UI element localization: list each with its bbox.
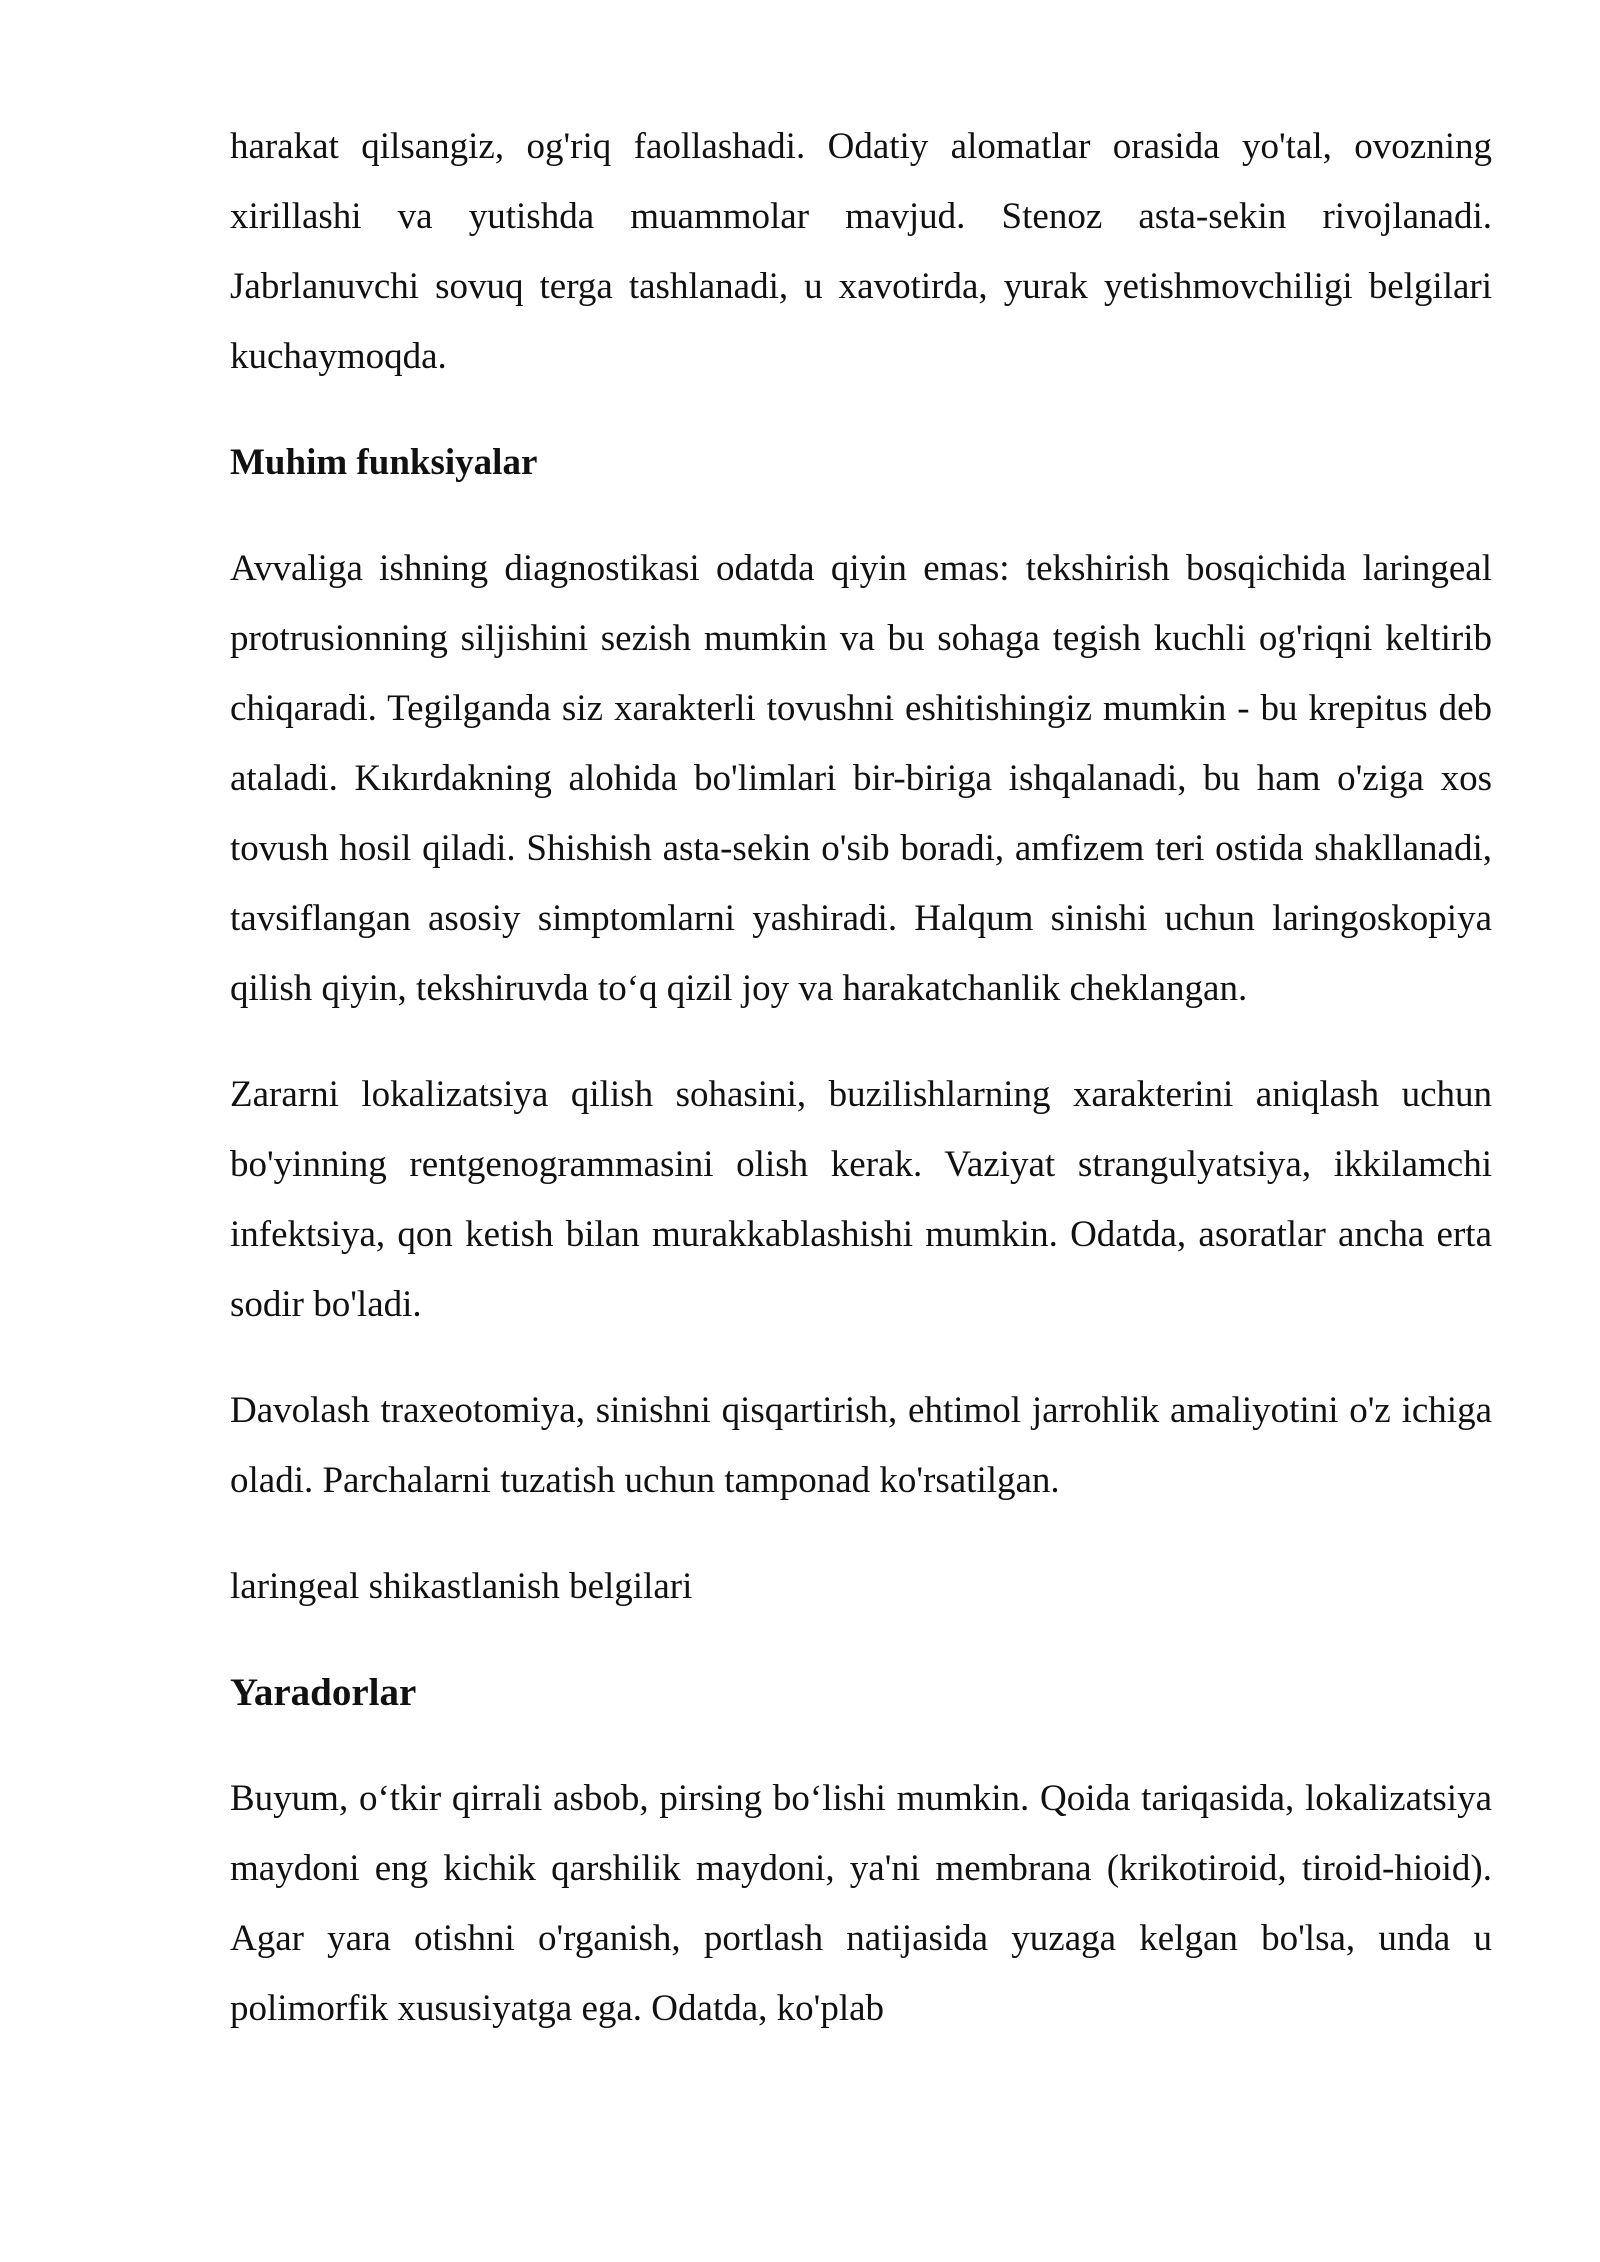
document-page (230, 112, 1492, 2080)
paragraph-symptoms: harakat qilsangiz, og'riq faollashadi. Odatiy alomatlar orasida yo'tal, ovozning xirillashi va yutishda muammolar mavjud. Stenoz asta-sekin rivojlanadi. Jabrlanuvchi sovuq terga tashlanadi, u xavotirda, yurak yetishmovchiligi belgilari kuchaymoqda. (230, 126, 1492, 377)
paragraph-radiography: Zararni lokalizatsiya qilish sohasini, buzilishlarning xarakterini aniqlash uchun bo'yinning rentgenogrammasini olish kerak. Vaziyat strangulyatsiya, ikkilamchi infektsiya, qon ketish bilan murakkablashishi mumkin. Odatda, asoratlar ancha erta sodir bo'ladi. (230, 1074, 1492, 1325)
heading-wounded: Yaradorlar (230, 1671, 417, 1714)
paragraph-wounds: Buyum, o‘tkir qirrali asbob, pirsing bo‘lishi mumkin. Qoida tariqasida, lokalizatsiya maydoni eng kichik qarshilik maydoni, ya'ni membrana (krikotiroid, tiroid-hioid). Agar yara otishni o'rganish, portlash natijasida yuzaga kelgan bo'lsa, unda u polimorfik xususiyatga ega. Odatda, ko'plab (230, 1778, 1492, 2029)
paragraph-caption: laringeal shikastlanish belgilari (230, 1566, 693, 1607)
heading-important-functions: Muhim funksiyalar (230, 442, 538, 483)
paragraph-treatment: Davolash traxeotomiya, sinishni qisqartirish, ehtimol jarrohlik amaliyotini o'z ichiga oladi. Parchalarni tuzatish uchun tamponad ko'rsatilgan. (230, 1390, 1492, 1501)
paragraph-diagnostics: Avvaliga ishning diagnostikasi odatda qiyin emas: tekshirish bosqichida laringeal protrusionning siljishini sezish mumkin va bu sohaga tegish kuchli og'riqni keltirib chiqaradi. Tegilganda siz xarakterli tovushni eshitishingiz mumkin - bu krepitus deb ataladi. Kıkırdakning alohida bo'limlari bir-biriga ishqalanadi, bu ham o'ziga xos tovush hosil qiladi. Shishish asta-sekin o'sib boradi, amfizem teri ostida shakllanadi, tavsiflangan asosiy simptomlarni yashiradi. Halqum sinishi uchun laringoskopiya qilish qiyin, tekshiruvda to‘q qizil joy va harakatchanlik cheklangan. (230, 548, 1492, 1009)
